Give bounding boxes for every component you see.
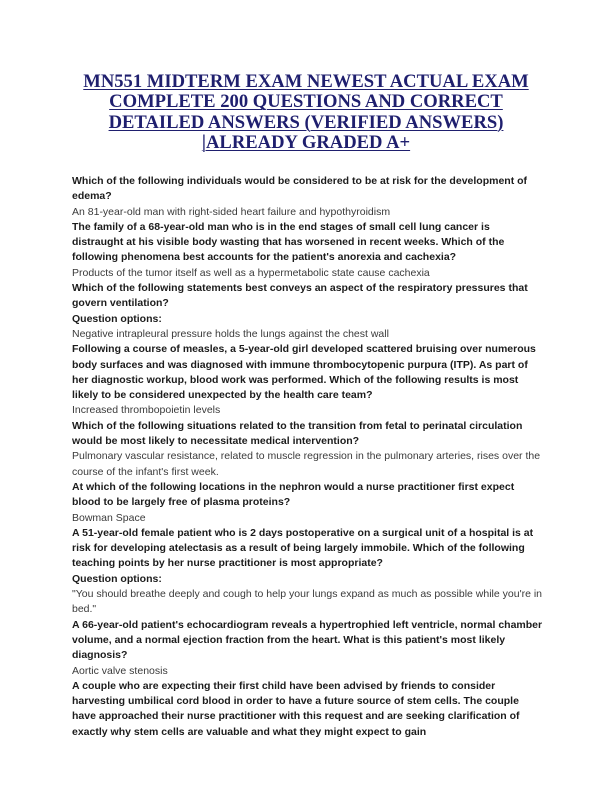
answer-text: Negative intrapleural pressure holds the lungs against the chest wall [72, 327, 389, 340]
question-text: Which of the following situations related to the transition from fetal to perinatal circulation would be most likely to necessitate medical intervention? [72, 419, 523, 448]
question-text: A 51-year-old female patient who is 2 days postoperative on a surgical unit of a hospital is at risk for developing atelectasis as a result of being largely immobile. Which of the following teaching points by her nurse practitioner is most appropriate? [72, 526, 534, 570]
question-text: Following a course of measles, a 5-year-old girl developed scattered bruising over numerous body surfaces and was diagnosed with immune thrombocytopenic purpura (ITP). As part of her diagnostic workup, blood work was performed. Which of the following results is most likely to be considered unexpected by the health care team? [72, 343, 536, 402]
answer-text: Pulmonary vascular resistance, related to muscle regression in the pulmonary arteries, rises over the course of the infant's first week. [72, 450, 541, 478]
answer-text: An 81-year-old man with right-sided heart failure and hypothyroidism [72, 205, 391, 218]
question-text: At which of the following locations in the nephron would a nurse practitioner first expect blood to be largely free of plasma proteins? [72, 480, 515, 509]
document-title: MN551 MIDTERM EXAM NEWEST ACTUAL EXAM COMPLETE 200 QUESTIONS AND CORRECT DETAILED ANSWERS (VERIFIED ANSWERS) |ALREADY GRADED A+ [83, 71, 529, 153]
answer-text: Products of the tumor itself as well as a hypermetabolic state cause cachexia [72, 266, 430, 279]
question-text: A 66-year-old patient's echocardiogram reveals a hypertrophied left ventricle, normal chamber volume, and a normal ejection fraction from the heart. What is this patient's most likely diagnosis? [72, 618, 543, 662]
question-text: Which of the following individuals would be considered to be at risk for the development of edema? [72, 175, 528, 203]
answer-text: "You should breathe deeply and cough to help your lungs expand as much as possible while you're in bed." [72, 588, 542, 616]
question-options-label: Question options: [72, 312, 162, 325]
answer-text: Aortic valve stenosis [72, 664, 168, 677]
answer-text: Increased thrombopoietin levels [72, 404, 221, 417]
answer-text: Bowman Space [72, 511, 146, 524]
question-text: Which of the following statements best conveys an aspect of the respiratory pressures that govern ventilation? [72, 282, 528, 310]
question-options-label: Question options: [72, 572, 162, 585]
question-text: A couple who are expecting their first child have been advised by friends to consider harvesting umbilical cord blood in order to have a future source of stem cells. The couple have approached their nurse practitioner with this request and are seeking clarification of exactly why stem cells are valuable and what they might expect to gain [72, 679, 520, 738]
question-text: The family of a 68-year-old man who is in the end stages of small cell lung cancer is distraught at his visible body wasting that has worsened in recent weeks. Which of the following phenomena best accounts for the patient's anorexia and cachexia? [72, 220, 505, 264]
qa-list [72, 174, 544, 740]
